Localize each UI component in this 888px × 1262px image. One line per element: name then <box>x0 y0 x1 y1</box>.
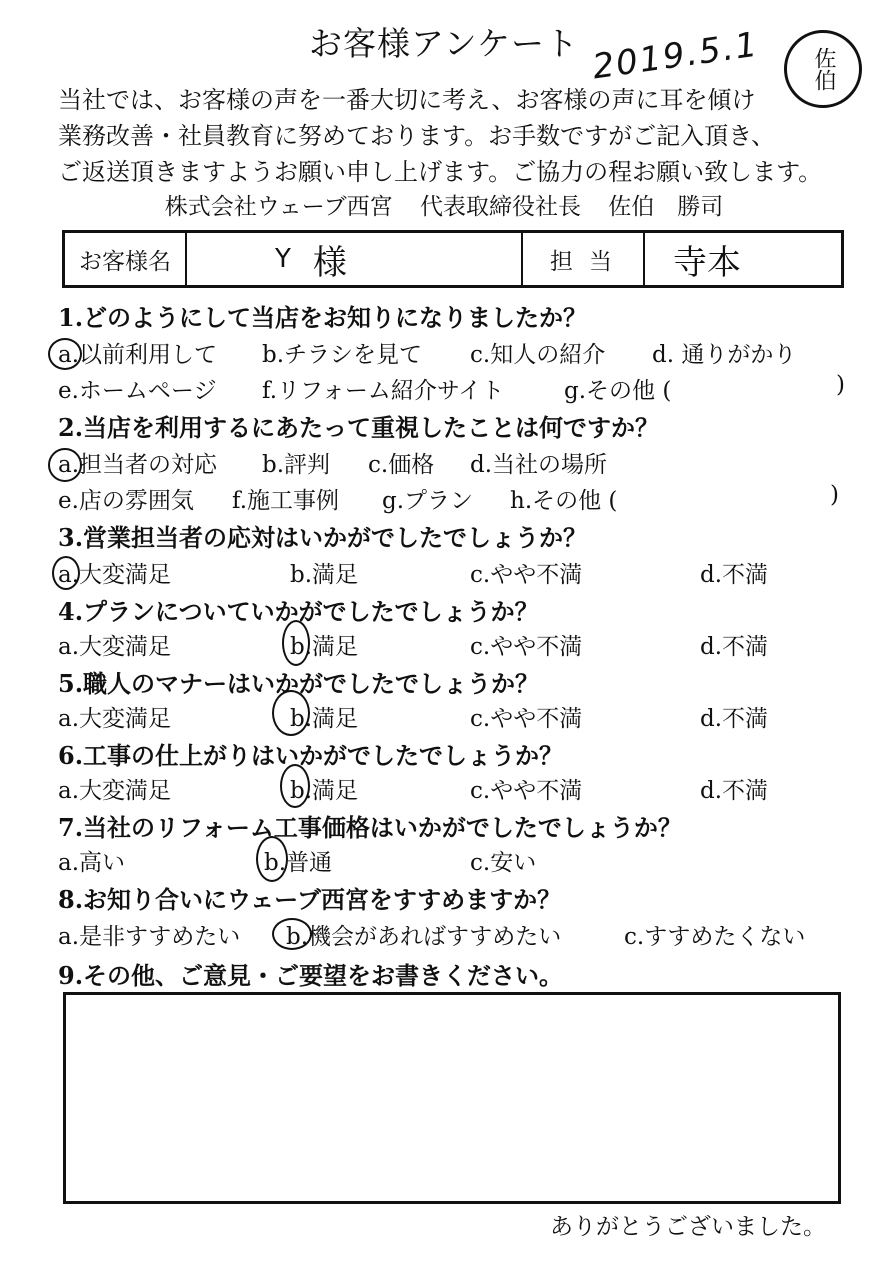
q1-option-g[interactable]: g.その他 ( <box>564 378 672 404</box>
president-title: 代表取締役社長 <box>419 194 581 220</box>
q8-option-c[interactable]: c.すすめたくない <box>624 924 806 950</box>
customer-name-field[interactable] <box>187 233 523 285</box>
q2-option-f[interactable]: f.施工事例 <box>232 488 340 514</box>
q3-option-b[interactable]: b.満足 <box>290 562 359 588</box>
q4-option-d[interactable]: d.不満 <box>700 634 769 660</box>
president-name: 佐伯 勝司 <box>608 194 724 220</box>
q2-other-close: ) <box>830 482 839 508</box>
customer-info-table <box>62 230 844 288</box>
comments-textbox[interactable] <box>63 992 841 1204</box>
customer-name-label: お客様名 <box>65 233 187 285</box>
q2-option-a[interactable]: a.担当者の対応 <box>58 452 218 478</box>
question-7: 7.当社のリフォーム工事価格はいかがでしたでしょうか？ <box>58 813 682 842</box>
q3-option-c[interactable]: c.やや不満 <box>470 562 583 588</box>
intro-line-1: 当社では、お客様の声を一番大切に考え、お客様の声に耳を傾け <box>58 86 756 114</box>
q4-option-a[interactable]: a.大変満足 <box>58 634 172 660</box>
q3-option-a[interactable]: a.大変満足 <box>58 562 172 588</box>
customer-honorific: 様 <box>312 242 347 283</box>
q7-option-b[interactable]: b.普通 <box>264 850 333 876</box>
q6-option-b[interactable]: b.満足 <box>290 778 359 804</box>
q5-option-d[interactable]: d.不満 <box>700 706 769 732</box>
q8-option-a[interactable]: a.是非すすめたい <box>58 924 241 950</box>
q2-option-d[interactable]: d.当社の場所 <box>470 452 608 478</box>
q6-option-c[interactable]: c.やや不満 <box>470 778 583 804</box>
question-5: 5.職人のマナーはいかがでしたでしょうか？ <box>58 669 540 698</box>
q1-option-c[interactable]: c.知人の紹介 <box>470 342 606 368</box>
staff-label: 担当 <box>523 233 645 285</box>
q5-option-a[interactable]: a.大変満足 <box>58 706 172 732</box>
q1-option-d[interactable]: d. 通りがかり <box>652 342 797 368</box>
q2-option-c[interactable]: c.価格 <box>368 452 435 478</box>
q2-option-g[interactable]: g.プラン <box>382 488 474 514</box>
intro-line-2: 業務改善・社員教育に努めております。お手数ですがご記入頂き、 <box>58 122 776 150</box>
question-6: 6.工事の仕上がりはいかがでしたでしょうか？ <box>58 741 564 770</box>
q2-option-b[interactable]: b.評判 <box>262 452 331 478</box>
seal-stamp: 佐伯 <box>784 30 862 108</box>
q6-option-a[interactable]: a.大変満足 <box>58 778 172 804</box>
question-2: 2.当店を利用するにあたって重視したことは何ですか？ <box>58 413 660 442</box>
handwritten-date: 2019.5.1 <box>590 24 762 88</box>
q6-option-d[interactable]: d.不満 <box>700 778 769 804</box>
q5-option-b[interactable]: b.満足 <box>290 706 359 732</box>
question-9: 9.その他、ご意見・ご要望をお書きください。 <box>58 961 564 990</box>
q2-option-e[interactable]: e.店の雰囲気 <box>58 488 194 514</box>
q1-option-e[interactable]: e.ホームページ <box>58 378 217 404</box>
thank-you-note: ありがとうございました。 <box>550 1214 826 1240</box>
company-signature <box>0 188 888 221</box>
survey-title: お客様アンケート <box>308 24 580 63</box>
q4-option-c[interactable]: c.やや不満 <box>470 634 583 660</box>
q3-option-d[interactable]: d.不満 <box>700 562 769 588</box>
q7-option-c[interactable]: c.安い <box>470 850 537 876</box>
q1-option-a[interactable]: a.以前利用して <box>58 342 218 368</box>
q7-option-a[interactable]: a.高い <box>58 850 126 876</box>
q4-option-b[interactable]: b.満足 <box>290 634 359 660</box>
intro-line-3: ご返送頂きますようお願い申し上げます。ご協力の程お願い致します。 <box>58 158 823 186</box>
q1-other-close: ) <box>836 372 845 398</box>
q2-option-h[interactable]: h.その他 ( <box>510 488 618 514</box>
q1-option-f[interactable]: f.リフォーム紹介サイト <box>262 378 505 404</box>
q5-option-c[interactable]: c.やや不満 <box>470 706 583 732</box>
question-3: 3.営業担当者の応対はいかがでしたでしょうか？ <box>58 523 588 552</box>
company-name: 株式会社ウェーブ西宮 <box>164 194 393 220</box>
question-8: 8.お知り合いにウェーブ西宮をすすめますか？ <box>58 885 562 914</box>
question-4: 4.プランについていかがでしたでしょうか？ <box>58 597 539 626</box>
staff-name-field[interactable]: 寺本 <box>673 242 741 283</box>
q1-option-b[interactable]: b.チラシを見て <box>262 342 423 368</box>
customer-initial: Y <box>275 244 291 274</box>
question-1: 1.どのようにして当店をお知りになりましたか？ <box>58 303 588 332</box>
q8-option-b[interactable]: b.機会があればすすめたい <box>286 924 562 950</box>
